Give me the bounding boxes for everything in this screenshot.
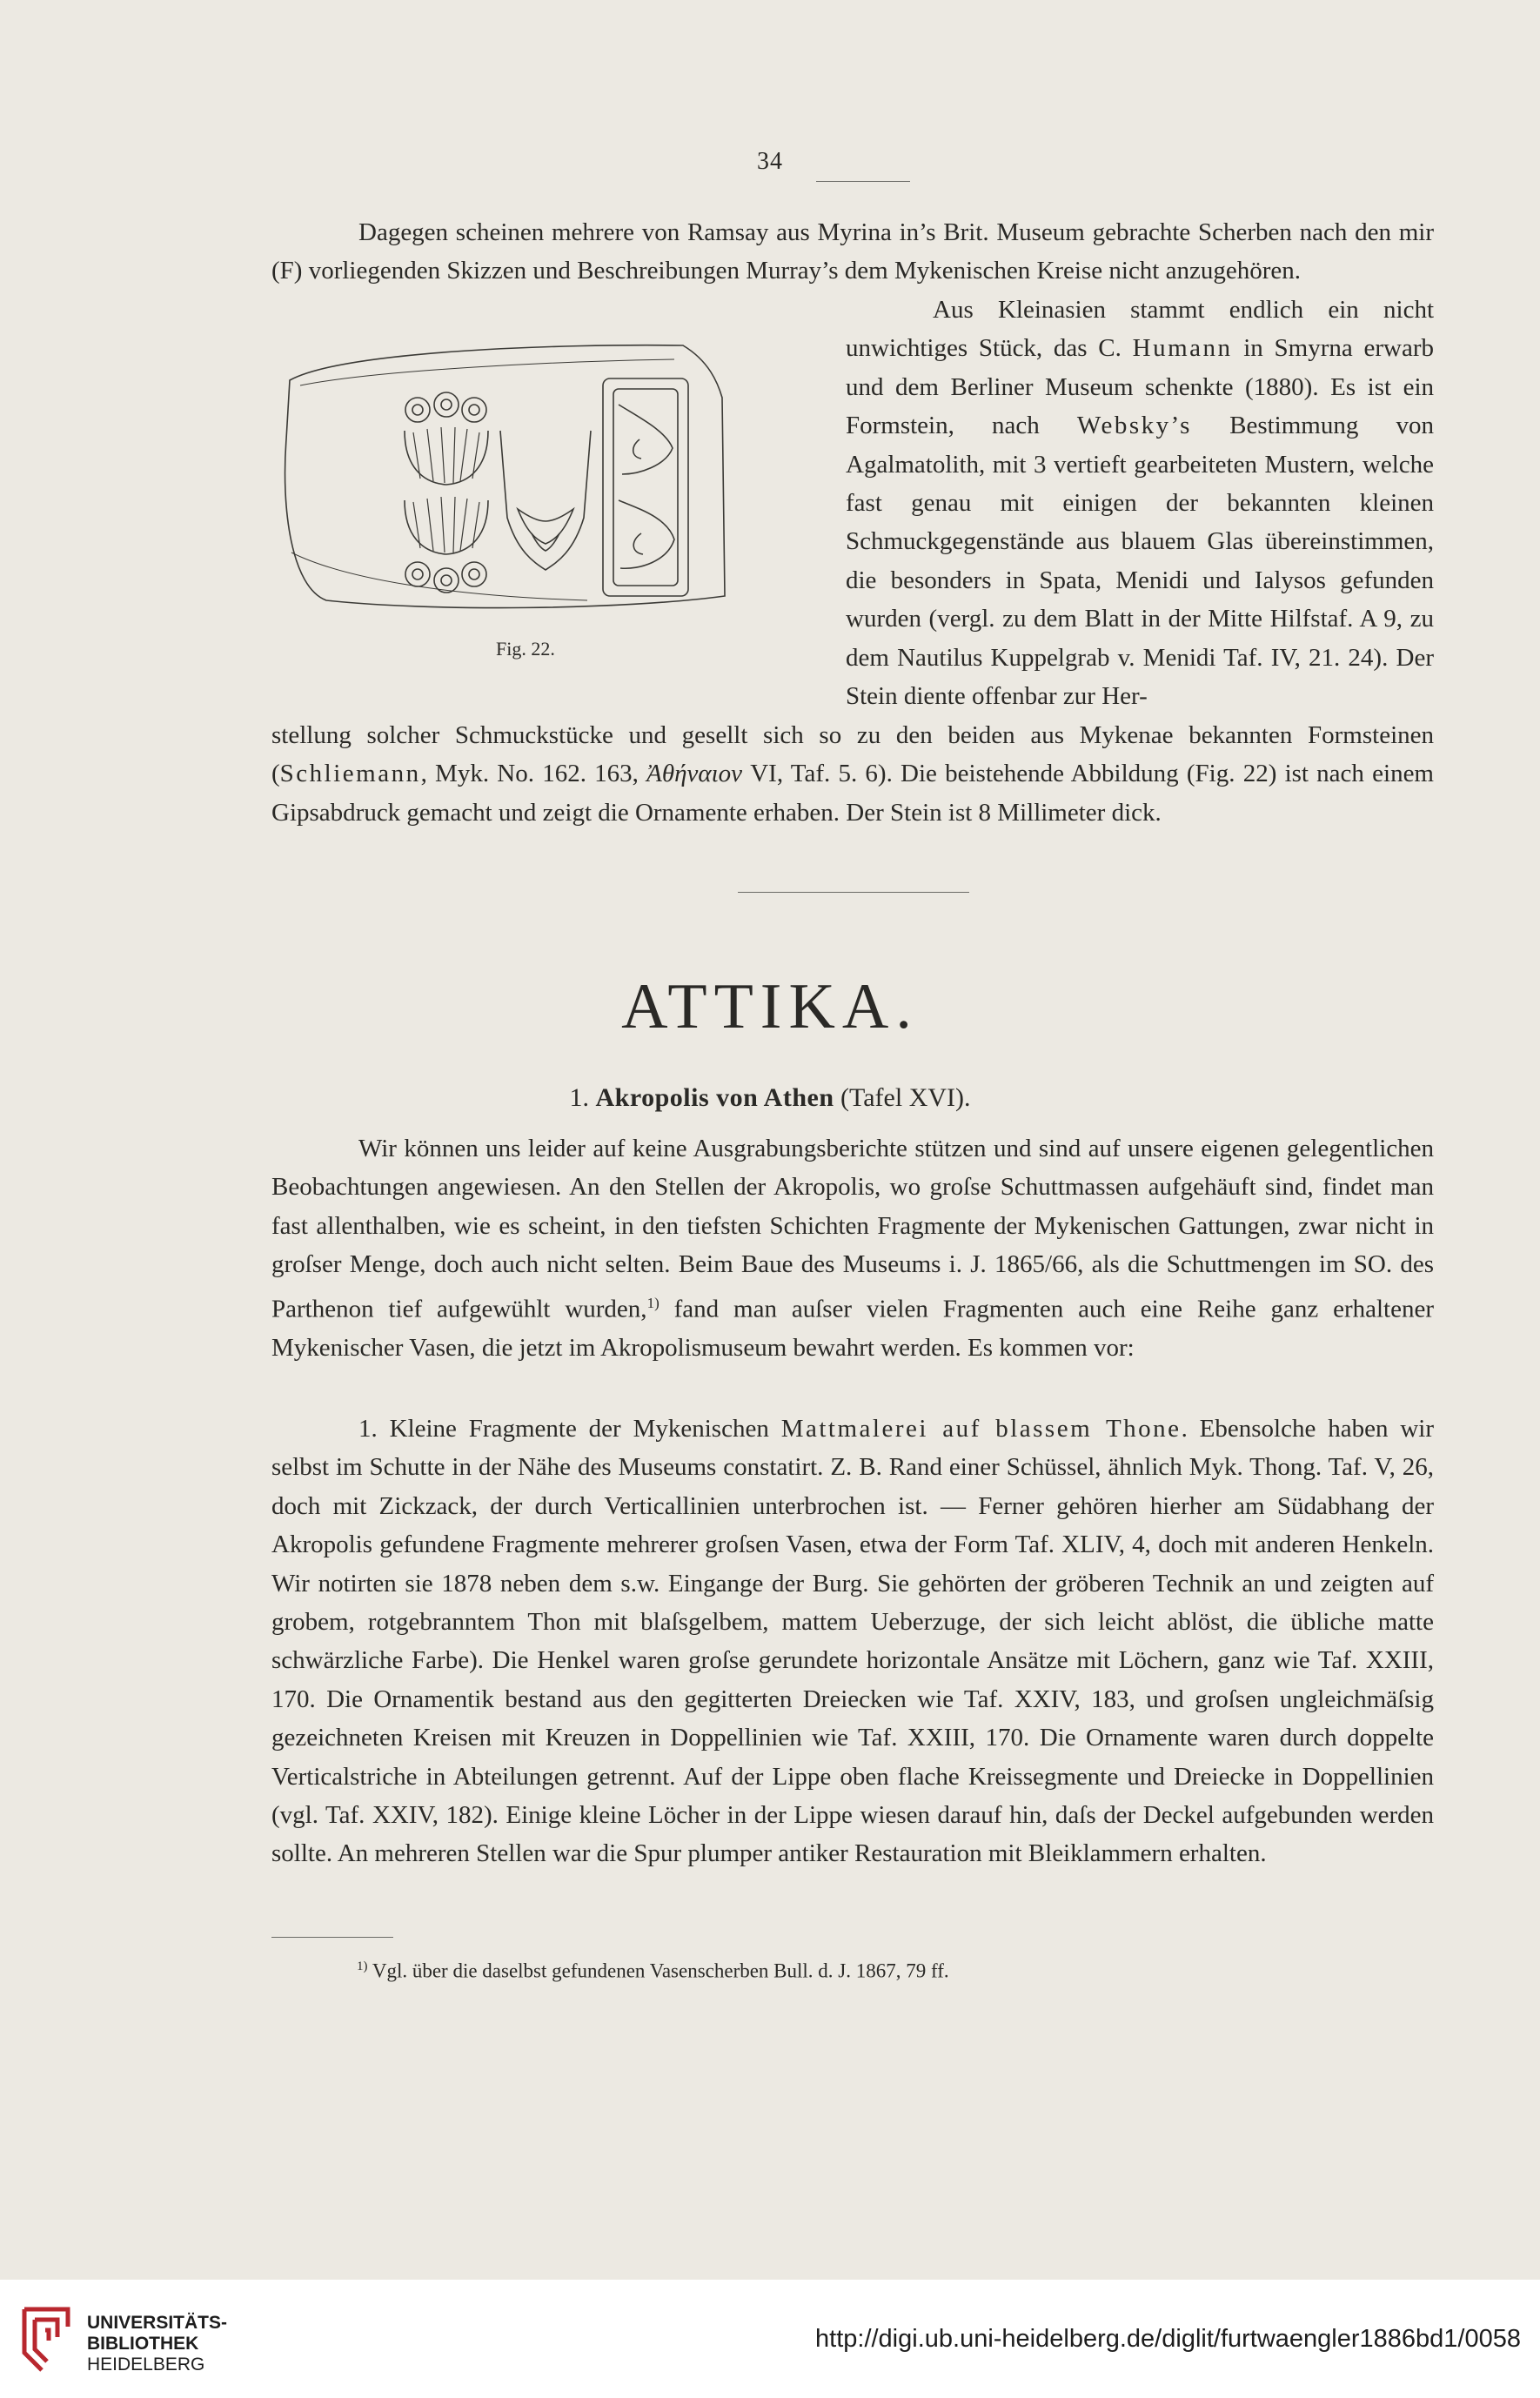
paragraph-2: 1. Kleine Fragmente der Mykenischen Mattmalerei auf blassem Thone. Ebensolche haben wir selbst im Schutte in der Nähe des Museums constatirt. Z. B. Rand einer Schüssel, ähnlich Myk. Thong. Taf. V, 26, doch mit Zickzack, der durch Verticallinien unterbrochen ist. — Ferner gehören hierher am Südabhang der Akropolis gefundene Fragmente mehrerer groſsen Vasen, etwa der Form Taf. XLIV, 4, doch mit anderen Henkeln. Wir notirten sie 1878 neben dem s.w. Eingange der Burg. Sie gehörten der gröberen Technik an und zeigten auf grobem, rotgebranntem Thon mit blaſsgelbem, mattem Ueberzuge, der sich leicht ablöst, die übliche matte schwärzliche Farbe). Die Henkel waren groſse gerundete horizontale Ansätze mit Löchern, ganz wie Taf. XXIII, 170. Die Ornamentik bestand aus den gegitterten Dreiecken wie Taf. XXIV, 183, und groſsen ungleichmäſsig gezeichneten Kreisen mit Kreuzen in Doppellinien wie Taf. XXIII, 170. Die Ornamente waren durch doppelte Verticalstriche in Abteilungen getrennt. Auf der Lippe oben flache Kreissegmente und Dreiecke in Doppellinien (vgl. Taf. XXIV, 182). Einige kleine Löcher in der Lippe wiesen darauf hin, daſs der Deckel aufgebunden werden sollte. An mehreren Stellen war die Spur plumper antiker Restauration mit Bleiklammern erhalten. [271,1415,1435,1868]
footnote: $^{1)}$ Vgl. über die daselbst gefundenen Vasenscherben Bull. d. J. 1867, 79 ff. [357,1959,949,1982]
library-logo-icon [16,2301,77,2379]
name-websky: Websky’s [1076,412,1192,440]
intro-text: Dagegen scheinen mehrere von Ramsay aus Myrina in’s Brit. Museum gebrachte Scherben nach den mir (F) vorliegenden Skizzen und Beschreibungen Murray’s dem Mykenischen Kreise nicht anzugehören. [271,218,1434,285]
footnote-marker: 1) [646,1294,660,1311]
spaced-term: Mattmalerei auf blassem Thone [780,1415,1182,1443]
greek-word: Ἀθήναιον [646,760,743,788]
name-schliemann: Schliemann [279,760,421,788]
intro-continuation: stellung solcher Schmuckstücke und gesellt sich so zu den beiden aus Mykenae bekannten Formsteinen (Schliemann, Myk. No. 162. 163, Ἀθήναιον VI, Taf. 5. 6). Die beistehende Abbildung (Fig. 22) ist nach einem Gipsabdruck gemacht und zeigt die Ornamente erhaben. Der Stein ist 8 Millimeter dick. [271,721,1434,827]
page-number-rule [816,181,910,182]
footnote-rule [271,1937,393,1938]
leaf-ornament [500,431,591,570]
figure-22-stone-mould [274,335,770,622]
nautilus-ornament [603,378,688,596]
library-name: UNIVERSITÄTS- BIBLIOTHEK HEIDELBERG [87,2313,228,2375]
page-number: 34 [757,148,783,175]
subsection-heading: 1. Akropolis von Athen (Tafel XVI). [569,1083,971,1112]
intro-paragraph [271,213,1434,291]
source-url-link[interactable]: http://digi.ub.uni-heidelberg.de/diglit/furtwaengler1886bd1/0058 [815,2325,1521,2353]
wrapped-text: Aus Kleinasien stammt endlich ein nicht unwichtiges Stück, das C. Humann in Smyrna erwarb und dem Berliner Museum schenkte (1880). Es ist ein Formstein, nach Websky’s Bestimmung von Agalmatolith, mit 3 vertieft gearbeiteten Mustern, welche fast genau mit einigen der bekannten kleinen Schmuckgegenstände aus blauem Glas übereinstimmen, die besonders in Spata, Menidi und Ialysos gefunden wurden (vergl. zu dem Blatt in der Mitte Hilfstaf. A 9, zu dem Nautilus Kuppelgrab v. Menidi Taf. IV, 21. 24). Der Stein diente offenbar zur Her- [846,296,1434,711]
paragraph-1: Wir können uns leider auf keine Ausgrabungsberichte stützen und sind auf unsere eigenen gelegentlichen Beobachtungen angewiesen. An den Stellen der Akropolis, wo groſse Schuttmassen aufgehäuft sind, findet man fast allenthalben, wie es scheint, in den tiefsten Schichten Fragmente der Mykenischen Gattungen, zwar nicht in groſser Menge, doch auch nicht selten. Beim Baue des Museums i. J. 1865/66, als die Schuttmengen im SO. des Parthenon tief aufgewühlt wurden,$^{1)}$ fand man auſser vielen Fragmenten auch eine Reihe ganz erhaltener Mykenischer Vasen, die jetzt im Akropolismuseum bewahrt werden. Es kommen vor: [271,1135,1434,1362]
shell-ornament [405,392,488,593]
section-title: ATTIKA. [621,971,919,1042]
stone-outline [285,345,725,608]
section-separator [738,892,969,893]
figure-caption: Fig. 22. [496,638,555,660]
name-humann: Humann [1132,334,1233,363]
